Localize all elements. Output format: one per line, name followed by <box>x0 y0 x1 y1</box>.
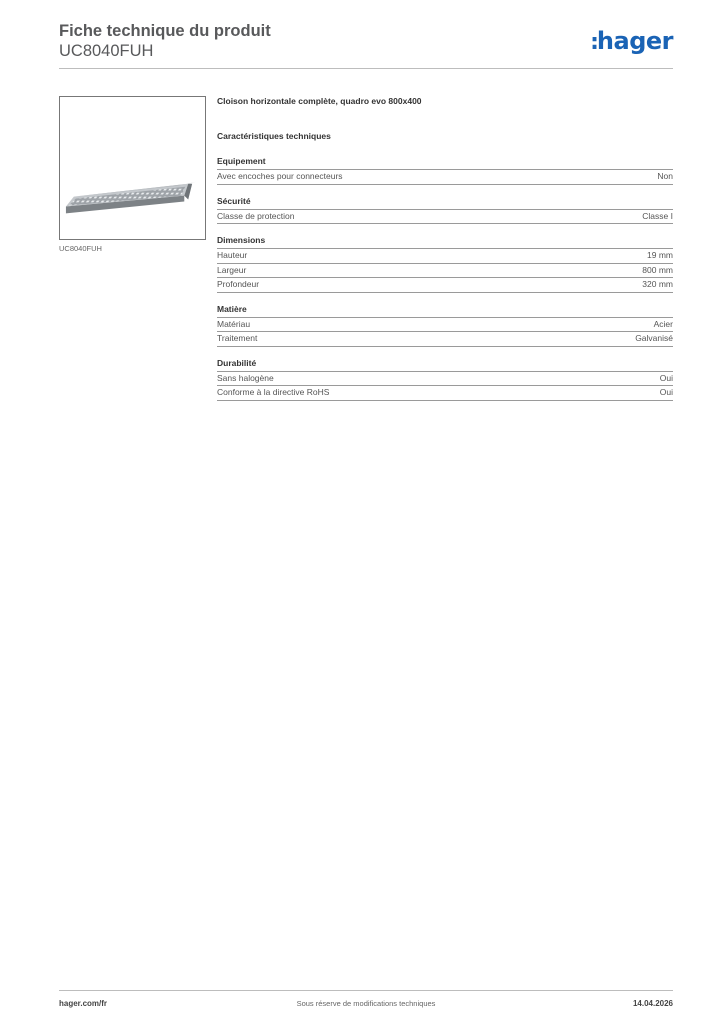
spec-group-title: Durabilité <box>217 358 673 372</box>
spec-label: Sans halogène <box>217 372 274 383</box>
spec-label: Matériau <box>217 318 251 329</box>
hager-logo: :hager <box>590 27 673 55</box>
spec-label: Traitement <box>217 333 258 343</box>
spec-row <box>217 210 673 225</box>
footer-website-link[interactable]: hager.com/fr <box>59 999 108 1008</box>
page-footer <box>59 990 673 1010</box>
spec-row <box>217 170 673 185</box>
spec-group-title: Equipement <box>217 156 673 170</box>
product-reference: UC8040FUH <box>59 42 154 60</box>
spec-value: 800 mm <box>642 264 673 275</box>
spec-value: 19 mm <box>647 250 673 260</box>
spec-group-title: Dimensions <box>217 235 673 249</box>
spec-label: Hauteur <box>217 250 248 260</box>
page-header <box>59 22 673 69</box>
spec-label: Classe de protection <box>217 210 295 221</box>
spec-value: Oui <box>659 372 673 383</box>
spec-row <box>217 264 673 279</box>
spec-label: Largeur <box>217 264 247 275</box>
spec-value: Classe I <box>642 210 673 221</box>
spec-group-durabilite <box>217 358 673 401</box>
product-details <box>217 96 673 401</box>
spec-row <box>217 386 673 401</box>
spec-row <box>217 278 673 293</box>
spec-group-matiere <box>217 304 673 347</box>
spec-row <box>217 372 673 387</box>
spec-value: Galvanisé <box>635 333 673 343</box>
image-caption: UC8040FUH <box>59 244 102 253</box>
spec-row <box>217 332 673 347</box>
spec-value: 320 mm <box>642 279 673 289</box>
product-image <box>59 96 206 240</box>
footer-disclaimer: Sous réserve de modifications techniques <box>296 999 436 1008</box>
specs-heading: Caractéristiques techniques <box>217 131 331 141</box>
spec-row <box>217 318 673 333</box>
spec-value: Acier <box>653 318 673 329</box>
spec-group-securite <box>217 196 673 225</box>
spec-group-dimensions <box>217 235 673 293</box>
product-name: Cloison horizontale complète, quadro evo 800x400 <box>217 96 422 106</box>
spec-group-equipement <box>217 156 673 185</box>
spec-group-title: Matière <box>217 304 673 318</box>
spec-label: Conforme à la directive RoHS <box>217 387 330 397</box>
logo-text: hager <box>596 27 673 55</box>
spec-label: Profondeur <box>217 279 260 289</box>
footer-date: 14.04.2026 <box>632 999 673 1008</box>
spec-label: Avec encoches pour connecteurs <box>217 171 343 181</box>
spec-value: Non <box>657 171 673 181</box>
perforated-panel-illustration <box>60 97 205 239</box>
spec-row <box>217 249 673 264</box>
page-title: Fiche technique du produit <box>59 22 271 40</box>
spec-group-title: Sécurité <box>217 196 673 210</box>
spec-value: Oui <box>659 387 673 397</box>
